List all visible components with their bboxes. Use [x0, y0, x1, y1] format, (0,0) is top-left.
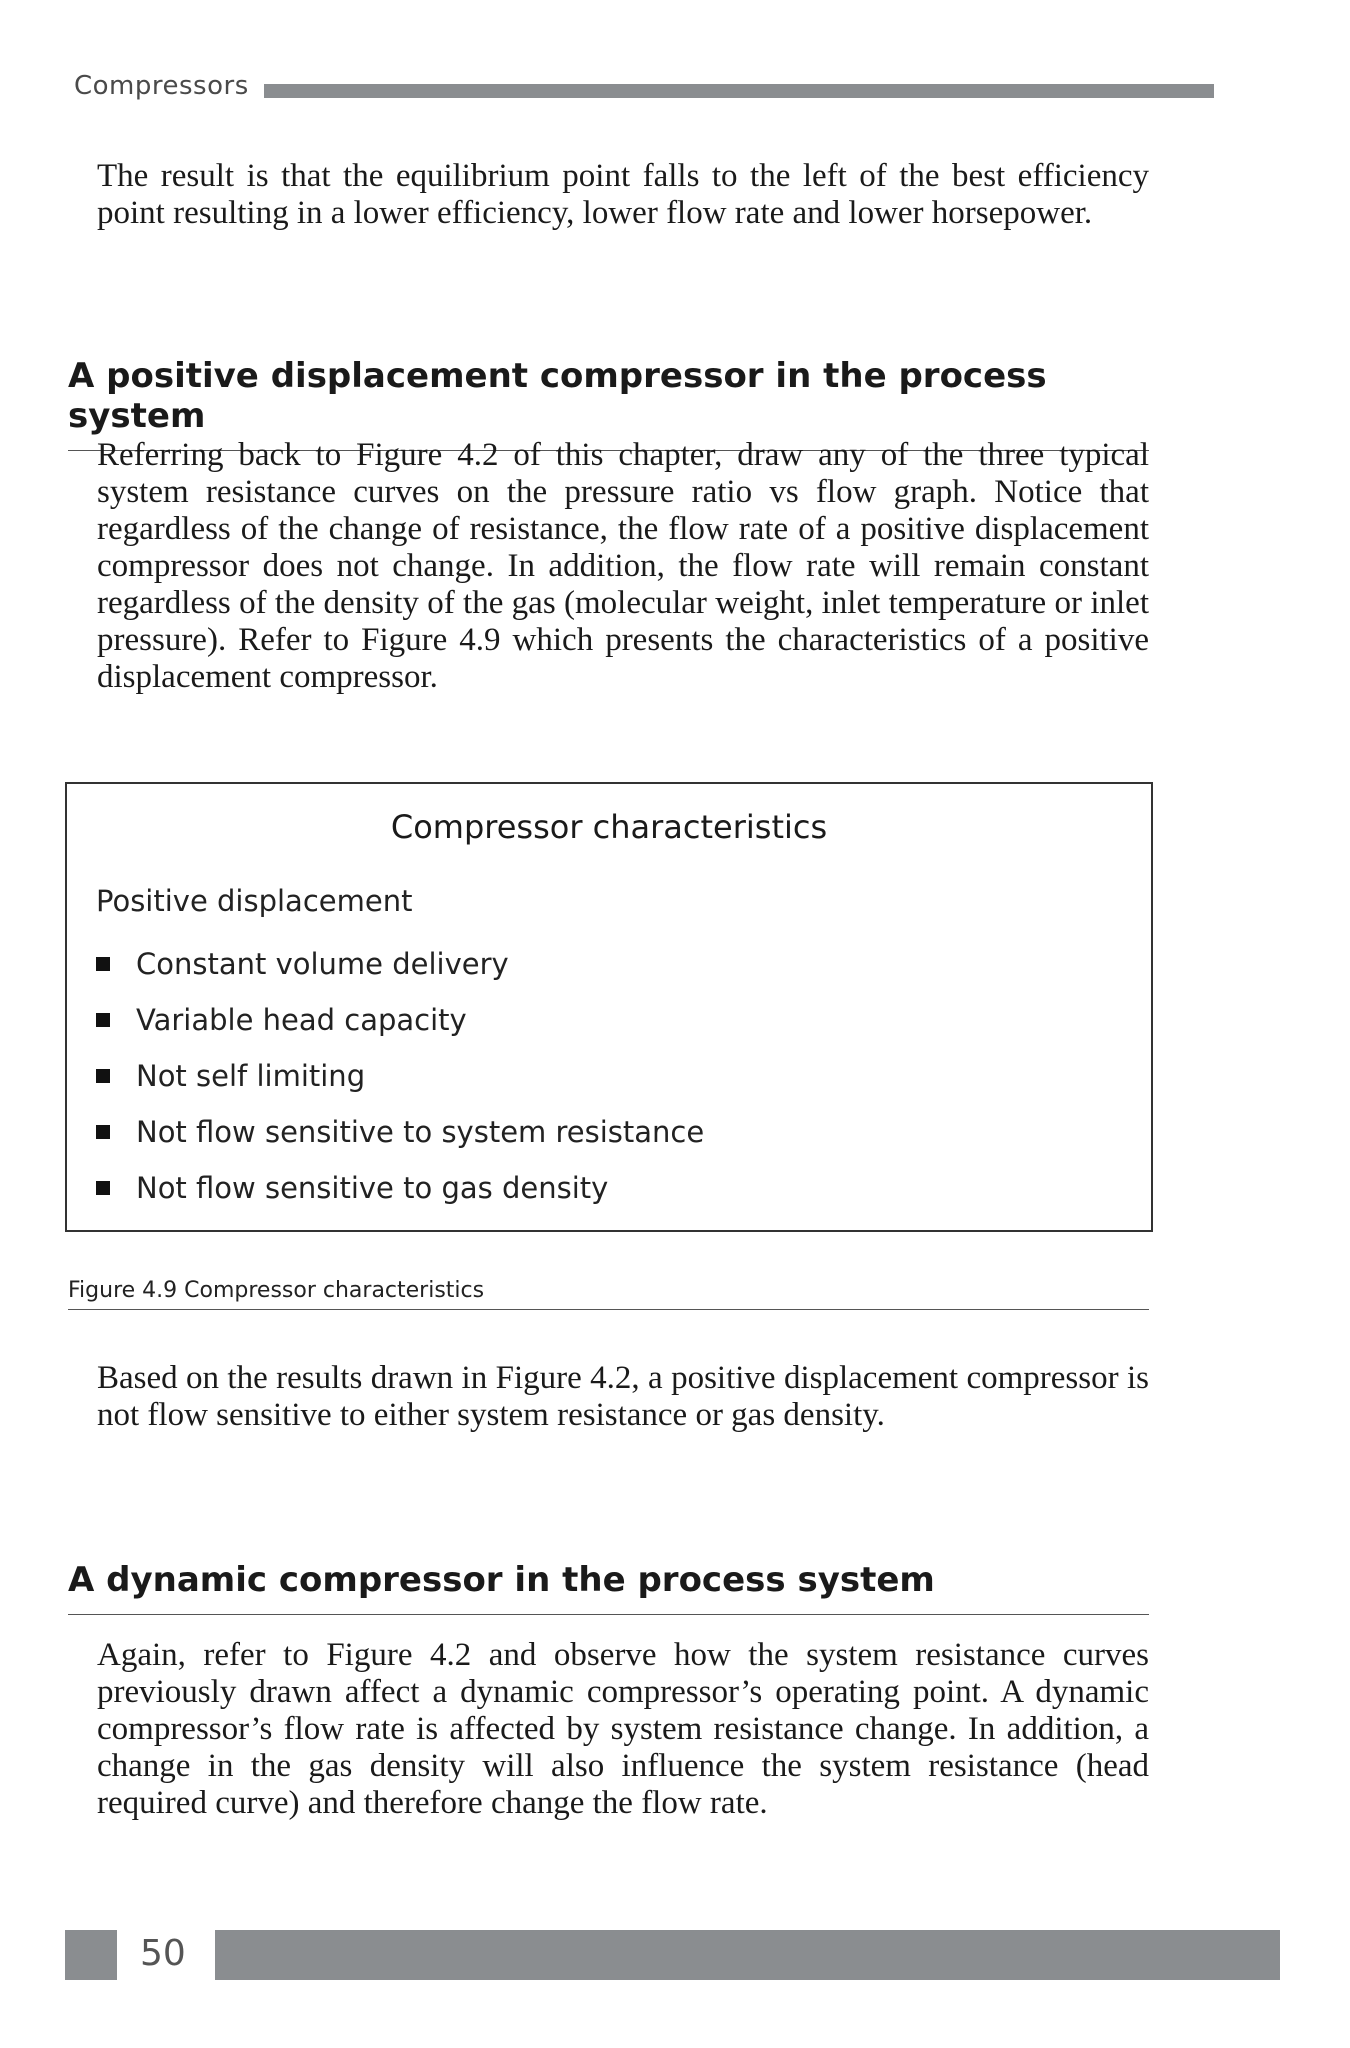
characteristics-list: [96, 936, 704, 1216]
list-item: [96, 1160, 704, 1216]
bullet-icon: [96, 1013, 110, 1027]
paragraph-equilibrium: The result is that the equilibrium point falls to the left of the best efficiency point resulting in a lower efficiency, lower flow rate and lower horsepower.: [97, 158, 1149, 231]
bullet-icon: [96, 957, 110, 971]
running-header: [74, 66, 1140, 106]
list-item: [96, 1104, 704, 1160]
list-item: [96, 936, 704, 992]
list-item: [96, 1048, 704, 1104]
list-item-text: Not flow sensitive to system resistance: [136, 1115, 705, 1149]
figure-box: [65, 782, 1153, 1232]
footer-bar: [215, 1930, 1280, 1980]
section-heading-positive-displacement: A positive displacement compressor in the process system: [68, 356, 1149, 451]
figure-subheading: Positive displacement: [96, 884, 413, 918]
list-item-text: Not flow sensitive to gas density: [136, 1171, 609, 1205]
list-item: [96, 992, 704, 1048]
paragraph-dynamic: Again, refer to Figure 4.2 and observe how the system resistance curves previously drawn affect a dynamic compressor’s operating point. A dynamic compressor’s flow rate is affected by system resistance change. In addition, a change in the gas density will also influence the system resistance (head required curve) and therefore change the flow rate.: [97, 1637, 1149, 1821]
running-header-title: Compressors: [74, 71, 249, 101]
list-item-text: Not self limiting: [136, 1059, 366, 1093]
running-header-bar: [264, 84, 1214, 98]
page-number: 50: [140, 1933, 186, 1974]
list-item-text: Variable head capacity: [136, 1003, 467, 1037]
bullet-icon: [96, 1069, 110, 1083]
paragraph-positive-displacement: Referring back to Figure 4.2 of this chapter, draw any of the three typical system resistance curves on the pressure ratio vs flow graph. Notice that regardless of the change of resistance, the flow rate of a positive displacement compressor does not change. In addition, the flow rate will remain constant regardless of the density of the gas (molecular weight, inlet temperature or inlet pressure). Refer to Figure 4.9 which presents the characteristics of a positive displacement compressor.: [97, 437, 1149, 695]
figure-title: Compressor characteristics: [390, 808, 828, 846]
paragraph-not-flow-sensitive: Based on the results drawn in Figure 4.2, a positive displacement compressor is not flow sensitive to either system resistance or gas density.: [97, 1360, 1149, 1433]
footer-block: [65, 1930, 117, 1980]
bullet-icon: [96, 1181, 110, 1195]
figure-caption: Figure 4.9 Compressor characteristics: [68, 1278, 1149, 1310]
bullet-icon: [96, 1125, 110, 1139]
list-item-text: Constant volume delivery: [136, 947, 509, 981]
section-heading-dynamic: A dynamic compressor in the process system: [68, 1560, 1149, 1615]
